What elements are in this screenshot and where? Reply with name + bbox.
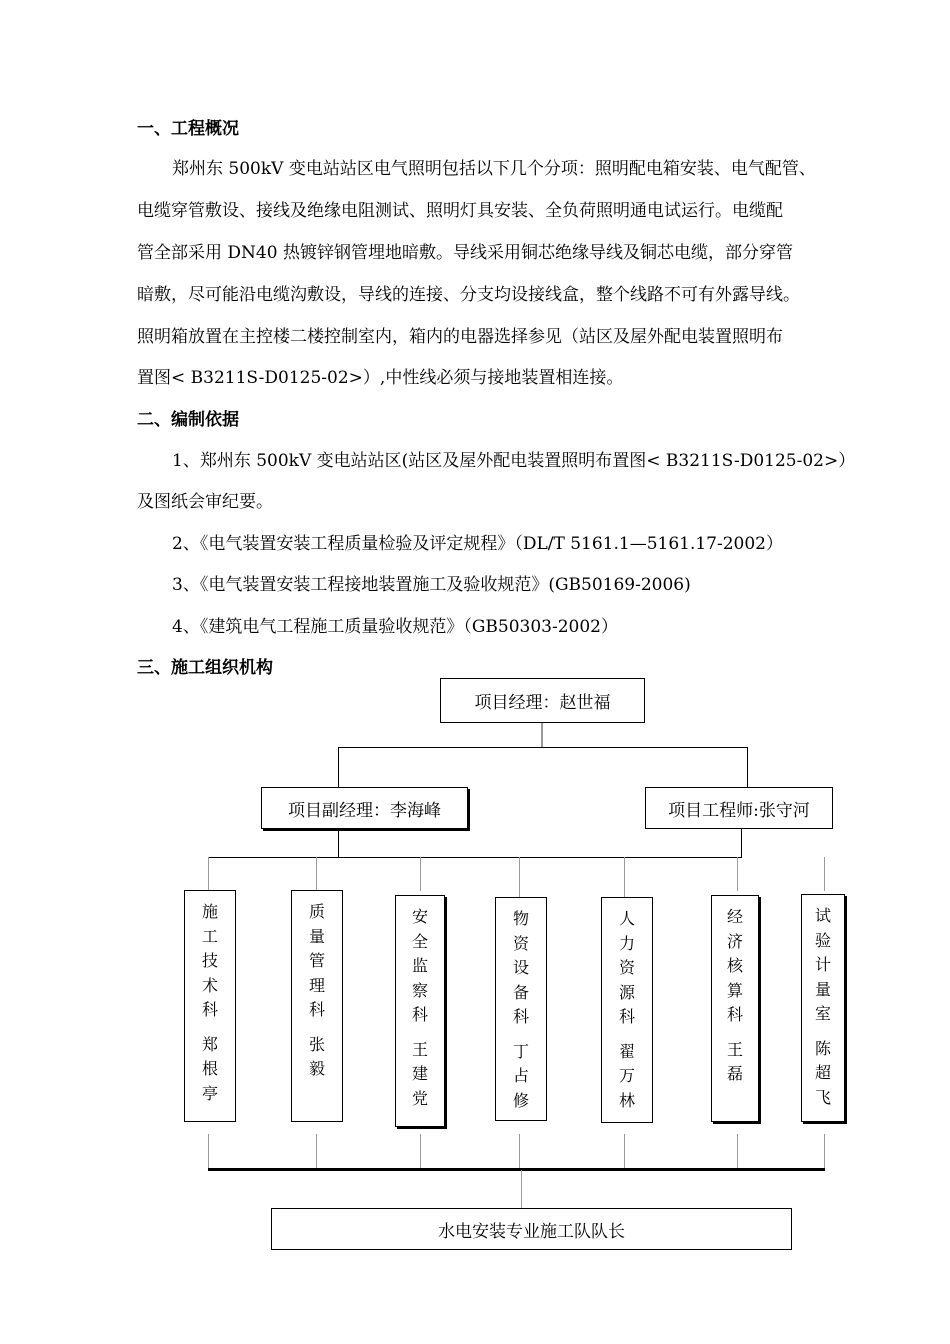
dept-7-person: 陈超飞 bbox=[814, 1038, 831, 1107]
connector-to-engineer bbox=[747, 747, 748, 789]
connector-engineer-down bbox=[741, 828, 742, 858]
overview-line-2: 电缆穿管敷设、接线及绝缘电阻测试、照明灯具安装、全负荷照明通电试运行。电缆配 bbox=[137, 201, 783, 221]
overview-line-1: 郑州东 500kV 变电站站区电气照明包括以下几个分项：照明配电箱安装、电气配管、 bbox=[172, 159, 816, 179]
connector-dept-6-bottom bbox=[737, 1134, 738, 1169]
overview-line-4: 暗敷，尽可能沿电缆沟敷设，导线的连接、分支均设接线盒，整个线路不可有外露导线。 bbox=[137, 285, 800, 305]
connector-bottom-bar bbox=[208, 1168, 825, 1171]
basis-item-1-line-2: 及图纸会审纪要。 bbox=[137, 492, 273, 512]
connector-manager-down bbox=[541, 723, 543, 747]
org-dept-6 bbox=[711, 895, 759, 1122]
org-box-team-leader: 水电安装专业施工队队长 bbox=[271, 1208, 792, 1250]
basis-item-1-line-1: 1、郑州东 500kV 变电站站区(站区及屋外配电装置照明布置图< B3211S-D0125-02>） bbox=[172, 451, 856, 471]
connector-dept-1-top bbox=[208, 857, 209, 891]
org-dept-3 bbox=[395, 895, 445, 1127]
connector-deputy-down bbox=[338, 830, 339, 858]
connector-dept-1-bottom bbox=[208, 1134, 209, 1169]
dept-7-name: 试验计量室 bbox=[814, 906, 831, 1023]
section-heading-overview: 一、工程概况 bbox=[137, 119, 239, 139]
basis-item-3: 3、《电气装置安装工程接地装置施工及验收规范》(GB50169-2006) bbox=[172, 575, 691, 595]
dept-3-name: 安全监察科 bbox=[411, 907, 428, 1024]
connector-dept-6-top bbox=[737, 857, 738, 891]
overview-line-3: 管全部采用 DN40 热镀锌钢管埋地暗敷。导线采用铜芯绝缘导线及铜芯电缆，部分穿管 bbox=[137, 243, 793, 263]
org-box-manager: 项目经理：赵世福 bbox=[440, 678, 645, 723]
connector-to-deputy bbox=[338, 747, 339, 789]
org-dept-1 bbox=[184, 890, 236, 1122]
dept-2-name: 质量管理科 bbox=[308, 902, 325, 1019]
dept-6-name: 经济核算科 bbox=[726, 907, 743, 1024]
org-box-engineer: 项目工程师:张守河 bbox=[645, 787, 833, 829]
dept-5-person: 翟万林 bbox=[618, 1041, 635, 1110]
connector-dept-3-bottom bbox=[420, 1134, 421, 1169]
org-dept-4 bbox=[495, 897, 547, 1121]
dept-5-name: 人力资源科 bbox=[618, 909, 635, 1026]
dept-4-name: 物资设备科 bbox=[512, 909, 529, 1026]
connector-mid-bar bbox=[208, 857, 742, 858]
connector-dept-3-top bbox=[420, 857, 421, 891]
dept-1-name: 施工技术科 bbox=[201, 902, 218, 1019]
connector-dept-4-bottom bbox=[519, 1134, 520, 1169]
connector-dept-7-bottom bbox=[824, 1134, 825, 1169]
connector-dept-2-top bbox=[316, 857, 317, 891]
connector-dept-5-top bbox=[624, 857, 625, 897]
dept-4-person: 丁占修 bbox=[512, 1041, 529, 1110]
dept-3-person: 王建党 bbox=[411, 1039, 428, 1108]
connector-dept-2-bottom bbox=[316, 1134, 317, 1169]
org-box-deputy-manager: 项目副经理：李海峰 bbox=[261, 787, 468, 829]
dept-1-person: 郑根亭 bbox=[201, 1034, 218, 1103]
section-heading-basis: 二、编制依据 bbox=[137, 410, 239, 430]
connector-to-team-leader bbox=[521, 1170, 522, 1208]
connector-dept-7-top bbox=[824, 857, 825, 891]
dept-2-person: 张 毅 bbox=[308, 1034, 325, 1078]
org-dept-7 bbox=[801, 894, 845, 1122]
org-dept-5 bbox=[601, 897, 653, 1123]
section-heading-organization: 三、施工组织机构 bbox=[137, 658, 273, 678]
org-dept-2 bbox=[291, 890, 343, 1122]
connector-dept-4-top bbox=[519, 857, 520, 897]
basis-item-2: 2、《电气装置安装工程质量检验及评定规程》（DL/T 5161.1—5161.17-2002） bbox=[172, 534, 783, 554]
connector-dept-5-bottom bbox=[624, 1134, 625, 1169]
overview-line-5: 照明箱放置在主控楼二楼控制室内，箱内的电器选择参见（站区及屋外配电装置照明布 bbox=[137, 327, 783, 347]
connector-top-bar bbox=[338, 747, 748, 748]
dept-6-person: 王 磊 bbox=[726, 1039, 743, 1083]
basis-item-4: 4、《建筑电气工程施工质量验收规范》（GB50303-2002） bbox=[172, 617, 618, 637]
overview-line-6: 置图< B3211S-D0125-02>）,中性线必须与接地装置相连接。 bbox=[137, 368, 624, 388]
